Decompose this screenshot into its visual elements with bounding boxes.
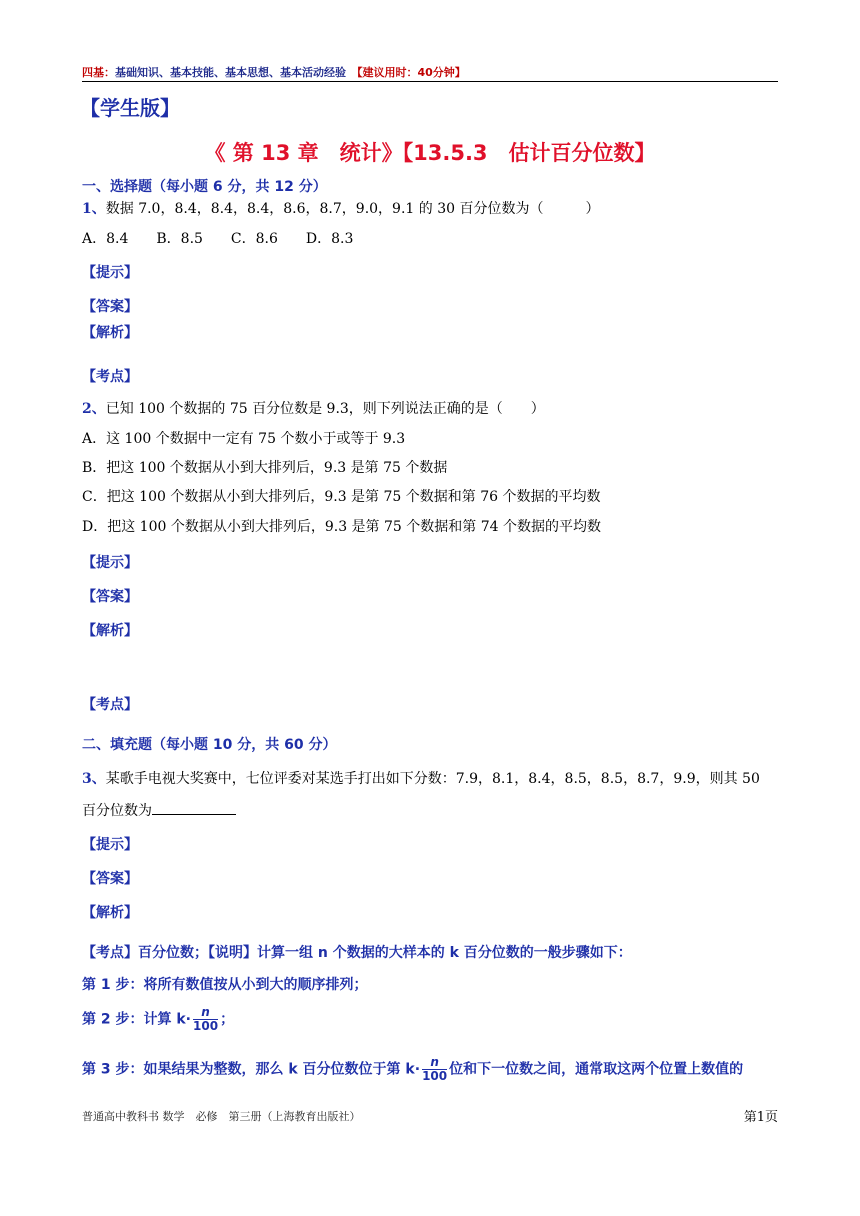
question-number: 3、 bbox=[82, 771, 106, 787]
fraction-numerator: n bbox=[193, 1006, 218, 1020]
question-number: 1、 bbox=[82, 201, 106, 217]
step-2-text: 第 2 步：计算 k· bbox=[82, 1011, 191, 1028]
fraction-numerator: n bbox=[422, 1056, 447, 1070]
header-basics: 基础知识、基本技能、基本思想、基本活动经验 bbox=[115, 66, 346, 79]
option-a: A．这 100 个数据中一定有 75 个数小于或等于 9.3 bbox=[82, 431, 406, 447]
step-1: 第 1 步：将所有数值按从小到大的顺序排列； bbox=[82, 977, 368, 993]
footer-book-info: 普通高中教科书 数学 必修 第三册（上海教育出版社） bbox=[82, 1110, 361, 1123]
step-3-text: 第 3 步：如果结果为整数，那么 k 百分位数位于第 k· bbox=[82, 1061, 421, 1078]
point-text: 百分位数；【说明】计算一组 n 个数据的大样本的 k 百分位数的一般步骤如下： bbox=[138, 945, 632, 961]
question-number: 2、 bbox=[82, 401, 106, 417]
hint-label: 【提示】 bbox=[82, 265, 138, 281]
option-c: C．把这 100 个数据从小到大排列后，9.3 是第 75 个数据和第 76 个数据的平均数 bbox=[82, 489, 601, 505]
analysis-label: 【解析】 bbox=[82, 905, 138, 921]
question-text: 百分位数为 bbox=[82, 803, 152, 819]
answer-label: 【答案】 bbox=[82, 589, 138, 605]
student-version-label: 【学生版】 bbox=[80, 96, 180, 120]
page-title: 《 第 13 章 统计》【13.5.3 估计百分位数】 bbox=[204, 141, 656, 165]
header-prefix: 四基： bbox=[82, 66, 115, 79]
hint-label: 【提示】 bbox=[82, 837, 138, 853]
page-number: 第1页 bbox=[743, 1110, 778, 1125]
question-3 bbox=[82, 768, 760, 788]
question-text: 数据 7.0，8.4，8.4，8.4，8.6，8.7，9.0，9.1 的 30 百分位数为（ ） bbox=[105, 201, 600, 217]
point-label: 【考点】 bbox=[82, 697, 138, 713]
point-label: 【考点】 bbox=[82, 945, 138, 961]
step-2 bbox=[82, 1006, 234, 1033]
fraction-denominator: 100 bbox=[422, 1069, 448, 1083]
question-2 bbox=[82, 398, 545, 418]
answer-label: 【答案】 bbox=[82, 299, 138, 315]
hint-label: 【提示】 bbox=[82, 555, 138, 571]
question-1 bbox=[82, 198, 599, 218]
step-2-end: ； bbox=[220, 1011, 235, 1028]
answer-label: 【答案】 bbox=[82, 871, 138, 887]
page-header bbox=[82, 64, 466, 80]
option-d: D．把这 100 个数据从小到大排列后，9.3 是第 75 个数据和第 74 个数据的平均数 bbox=[82, 519, 601, 535]
answer-blank[interactable] bbox=[152, 800, 236, 815]
fraction-denominator: 100 bbox=[193, 1019, 219, 1033]
question-text: 已知 100 个数据的 75 百分位数是 9.3，则下列说法正确的是（ ） bbox=[105, 401, 545, 417]
fraction-n-over-100 bbox=[422, 1056, 447, 1083]
header-divider bbox=[82, 81, 778, 82]
question-3-line2 bbox=[82, 800, 236, 820]
point-label: 【考点】 bbox=[82, 369, 138, 385]
section-fill-heading: 二、填充题（每小题 10 分，共 60 分） bbox=[82, 737, 337, 753]
fraction-n-over-100 bbox=[193, 1006, 218, 1033]
question-text: 某歌手电视大奖赛中，七位评委对某选手打出如下分数：7.9，8.1，8.4，8.5，8.5，8.7，9.9，则其 50 bbox=[105, 771, 760, 787]
step-3 bbox=[82, 1056, 743, 1083]
section-choice-heading: 一、选择题（每小题 6 分，共 12 分） bbox=[82, 179, 327, 195]
option-b: B．把这 100 个数据从小到大排列后，9.3 是第 75 个数据 bbox=[82, 460, 448, 476]
point-note bbox=[82, 942, 632, 962]
header-suggested-time: 【建议用时：40分钟】 bbox=[357, 66, 466, 79]
analysis-label: 【解析】 bbox=[82, 623, 138, 639]
analysis-label: 【解析】 bbox=[82, 325, 138, 341]
step-3-rest: 位和下一位数之间，通常取这两个位置上数值的 bbox=[449, 1061, 744, 1078]
question-1-options: A．8.4 B．8.5 C．8.6 D．8.3 bbox=[82, 231, 354, 247]
